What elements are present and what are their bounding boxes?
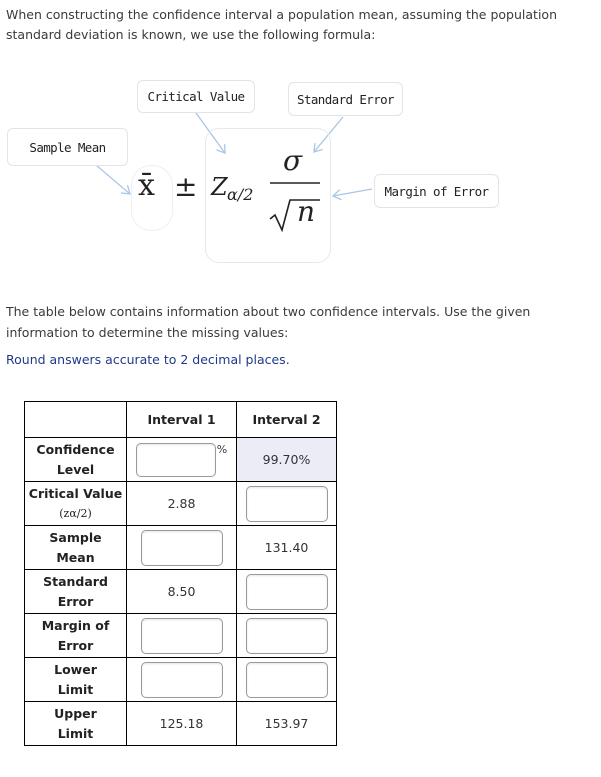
arrow-margin-of-error — [333, 189, 372, 196]
interval2-margin-of-error-input[interactable] — [246, 618, 328, 654]
interval2-standard-error-input[interactable] — [246, 574, 328, 610]
percent-unit: % — [216, 442, 228, 456]
interval1-lower-limit-input[interactable] — [141, 662, 223, 698]
margin-of-error-label: Margin of Error — [374, 174, 499, 208]
header-interval-1: Interval 1 — [127, 402, 237, 438]
interval2-standard-error-cell — [237, 570, 337, 614]
confidence-interval-table — [24, 401, 337, 746]
interval2-critical-value-cell — [237, 482, 337, 526]
z-subscript: α/2 — [227, 185, 254, 204]
table-row-critical-value — [25, 482, 337, 526]
sample-mean-label: Sample Mean — [7, 128, 128, 166]
interval1-confidence-level-input[interactable] — [136, 443, 216, 477]
row-label-margin-of-error: Margin of Error — [25, 614, 127, 658]
interval2-lower-limit-cell — [237, 658, 337, 702]
formula-diagram — [0, 70, 601, 270]
interval2-margin-of-error-cell — [237, 614, 337, 658]
row-label-confidence-level: Confidence Level — [25, 438, 127, 482]
row-label-critical-value: Critical Value (zα/2) — [25, 482, 127, 526]
table-row-standard-error — [25, 570, 337, 614]
standard-error-label: Standard Error — [288, 82, 403, 116]
row-label-upper-limit: Upper Limit — [25, 702, 127, 746]
interval1-standard-error-value: 8.50 — [127, 570, 237, 614]
z-symbol: Z — [211, 173, 228, 201]
interval1-margin-of-error-input[interactable] — [141, 618, 223, 654]
arrow-sample-mean — [96, 165, 130, 194]
table-row-margin-of-error — [25, 614, 337, 658]
interval1-upper-limit-value: 125.18 — [127, 702, 237, 746]
critical-value-label: Critical Value — [137, 80, 255, 113]
interval1-lower-limit-cell — [127, 658, 237, 702]
interval1-confidence-level-cell — [127, 438, 237, 482]
intro-text: When constructing the confidence interval a population mean, assuming the population standard deviation is known, we use the following formula: — [6, 7, 557, 42]
header-interval-2: Interval 2 — [237, 402, 337, 438]
instructions-text: The table below contains information about two confidence intervals. Use the given information to determine the missing values: — [6, 304, 531, 340]
interval1-critical-value-value: 2.88 — [127, 482, 237, 526]
table-row-sample-mean — [25, 526, 337, 570]
table-header-row — [25, 402, 337, 438]
table-row-upper-limit — [25, 702, 337, 746]
interval2-upper-limit-value: 153.97 — [237, 702, 337, 746]
corner-cell — [25, 402, 127, 438]
interval2-lower-limit-input[interactable] — [246, 662, 328, 698]
interval2-critical-value-input[interactable] — [246, 486, 328, 522]
rounding-note: Round answers accurate to 2 decimal places. — [6, 352, 290, 367]
plus-minus-symbol: ± — [174, 170, 198, 203]
interval2-confidence-level-value: 99.70% — [237, 438, 337, 482]
interval1-sample-mean-cell — [127, 526, 237, 570]
table-row-lower-limit — [25, 658, 337, 702]
sigma-symbol: σ — [283, 144, 303, 177]
row-label-sample-mean: Sample Mean — [25, 526, 127, 570]
n-symbol: n — [297, 195, 316, 228]
interval1-sample-mean-input[interactable] — [141, 530, 223, 566]
interval1-margin-of-error-cell — [127, 614, 237, 658]
interval2-sample-mean-value: 131.40 — [237, 526, 337, 570]
table-row-confidence-level — [25, 438, 337, 482]
row-label-lower-limit: Lower Limit — [25, 658, 127, 702]
xbar-symbol: x̄ — [138, 168, 155, 203]
row-label-standard-error: Standard Error — [25, 570, 127, 614]
